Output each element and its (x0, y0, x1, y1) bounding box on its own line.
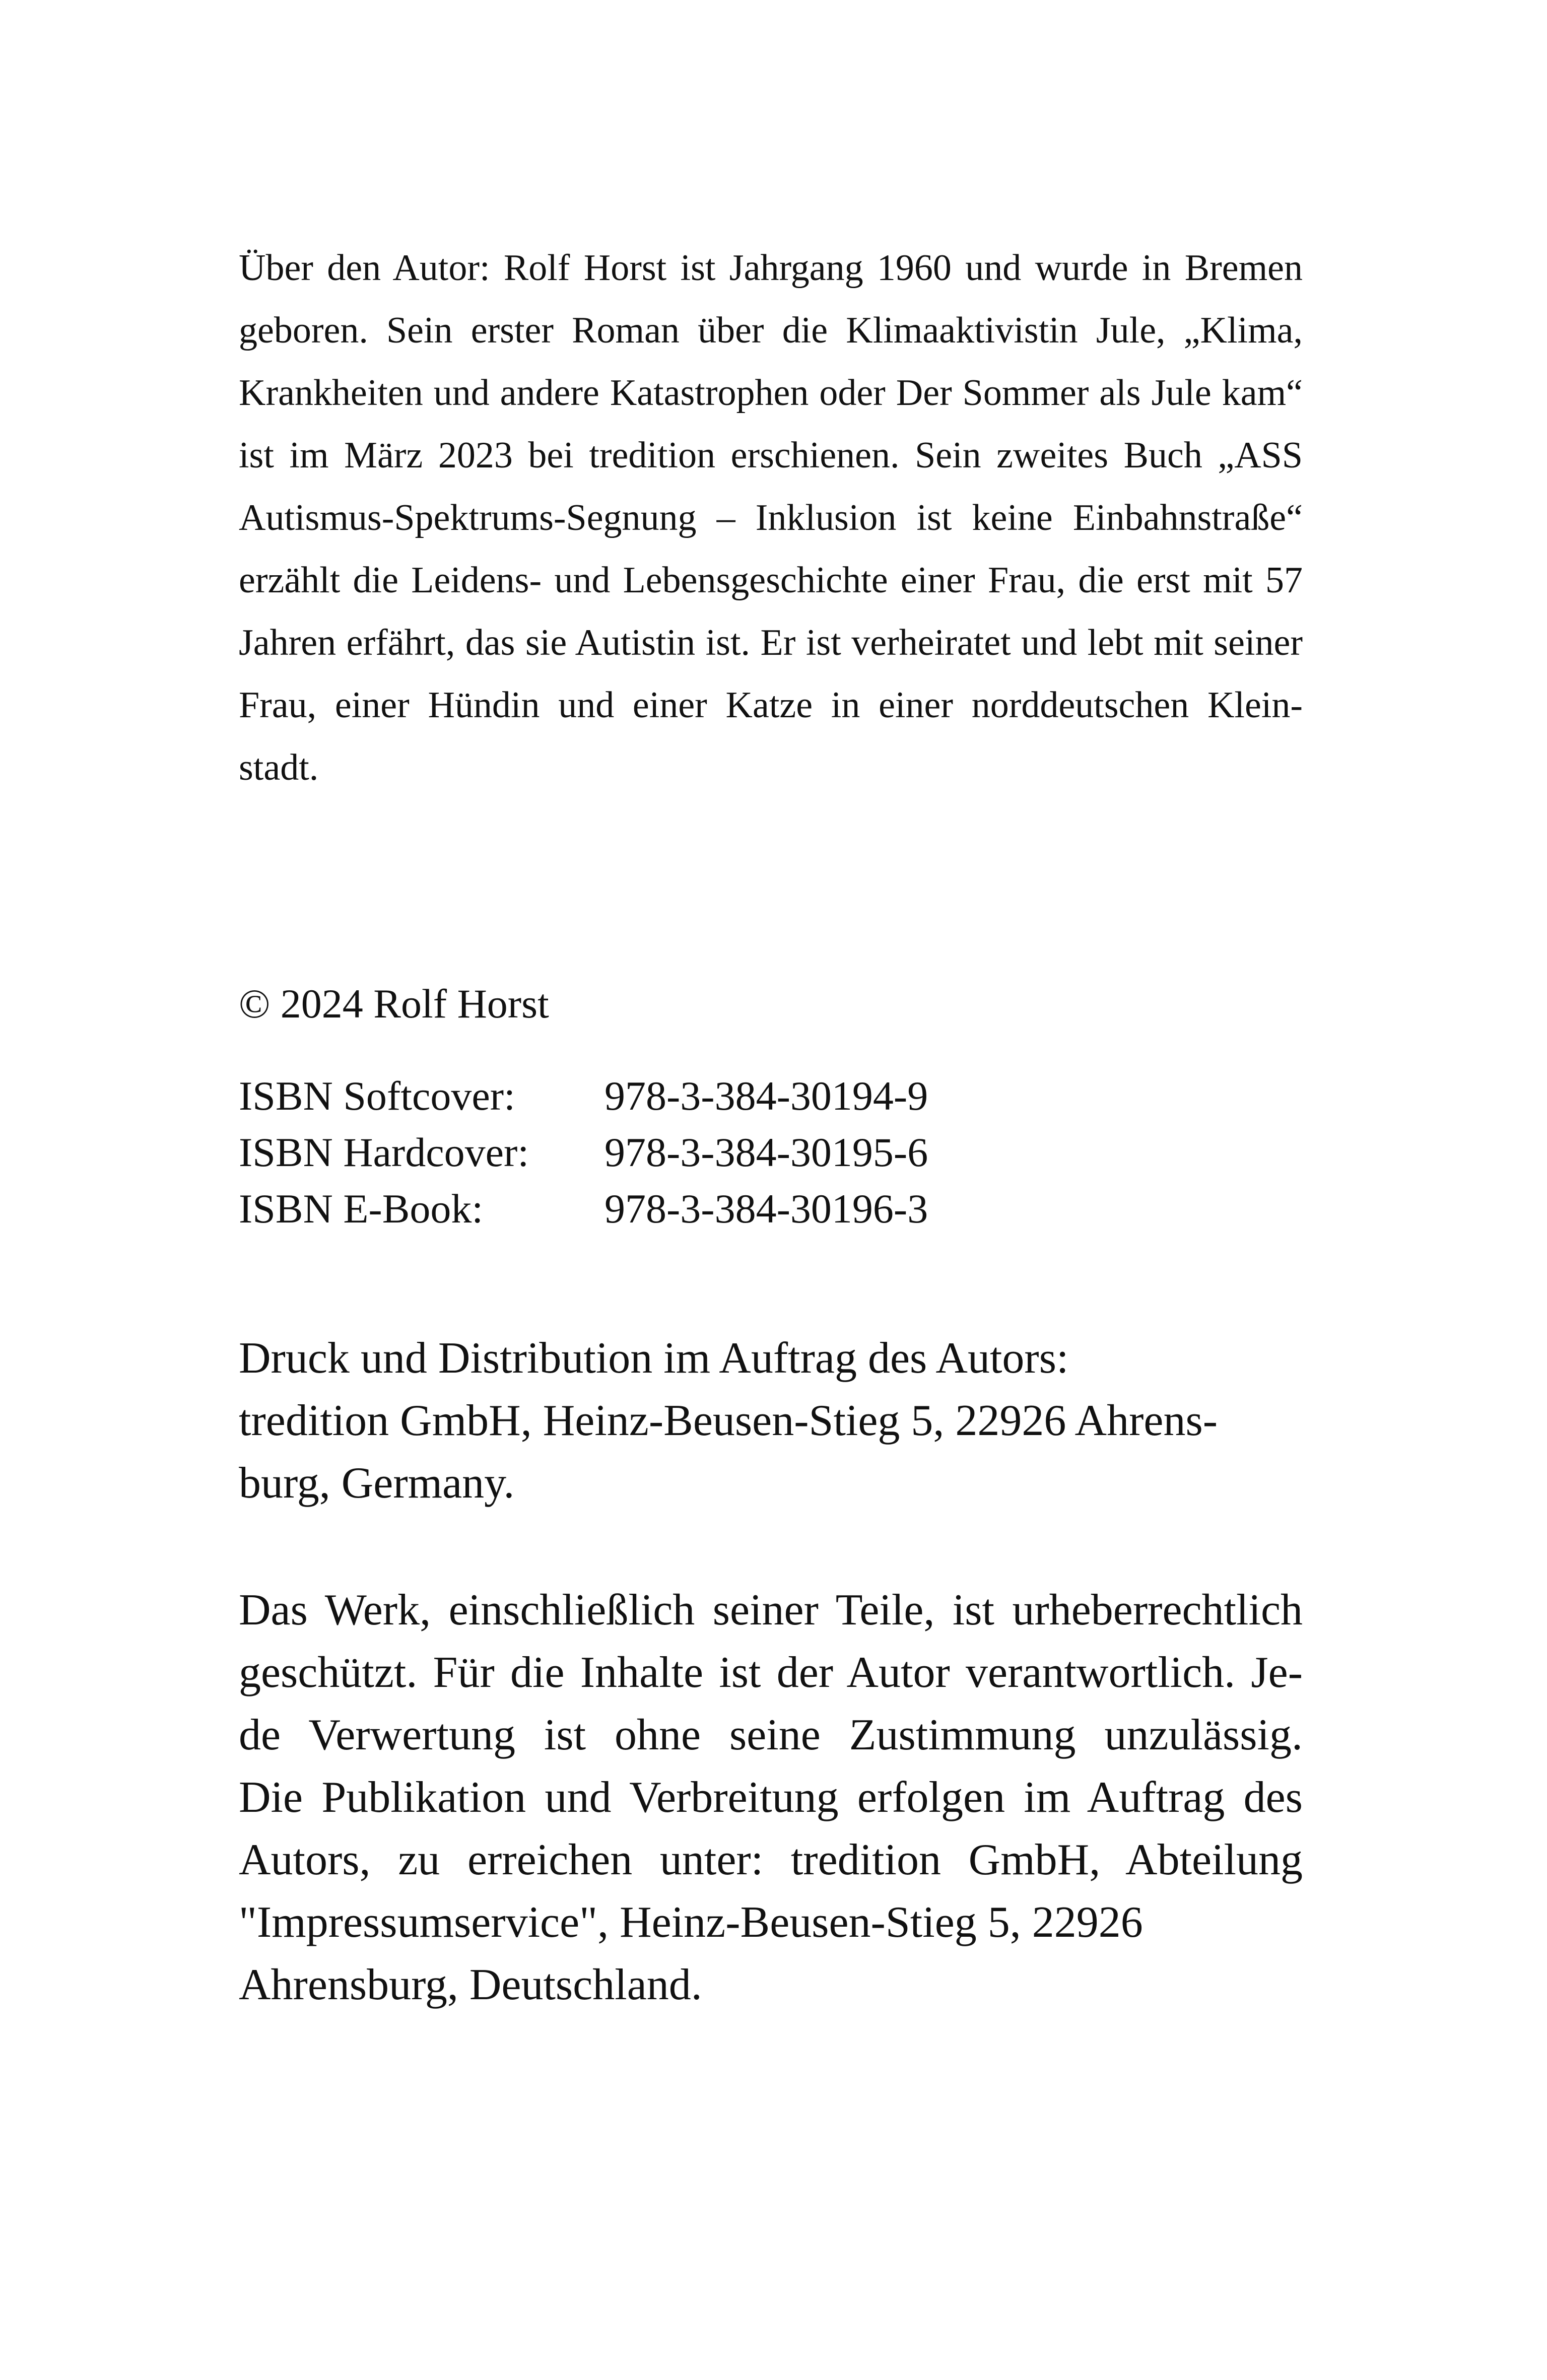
isbn-value: 978-3-384-30194-9 (604, 1073, 928, 1119)
about-author-paragraph (239, 237, 1303, 799)
isbn-row-softcover (239, 1068, 928, 1124)
legal-line: Autors, zu erreichen unter: tredition GmbH, Abteilung (239, 1835, 1303, 1884)
isbn-list (239, 1068, 928, 1237)
distribution-notice (239, 1327, 1303, 1515)
isbn-label: ISBN Softcover: (239, 1073, 515, 1119)
about-line: geboren. Sein erster Roman über die Klimaaktivistin Jule, „Klima, (239, 310, 1303, 351)
about-line: ist im März 2023 bei tredition erschienen. Sein zweites Buch „ASS (239, 435, 1303, 476)
about-line: erzählt die Leidens- und Lebensgeschichte einer Frau, die erst mit 57 (239, 560, 1303, 601)
isbn-row-ebook (239, 1181, 928, 1237)
legal-notice (239, 1579, 1303, 2016)
about-line: Frau, einer Hündin und einer Katze in einer norddeutschen Klein- (239, 685, 1303, 726)
legal-line: Ahrensburg, Deutschland. (239, 1960, 702, 2009)
about-line: Krankheiten und andere Katastrophen oder Der Sommer als Jule kam“ (239, 372, 1303, 414)
distribution-line: burg, Germany. (239, 1459, 515, 1508)
isbn-label: ISBN E-Book: (239, 1186, 484, 1232)
about-line: stadt. (239, 747, 319, 788)
legal-line: Das Werk, einschließlich seiner Teile, ist urheberrechtlich (239, 1586, 1303, 1635)
legal-line: "Impressumservice", Heinz-Beusen-Stieg 5, 22926 (239, 1898, 1143, 1947)
copyright-notice: © 2024 Rolf Horst (239, 981, 549, 1027)
about-line: Autismus-Spektrums-Segnung – Inklusion ist keine Einbahnstraße“ (239, 497, 1303, 538)
isbn-value: 978-3-384-30195-6 (604, 1129, 928, 1175)
about-line: Jahren erfährt, das sie Autistin ist. Er ist verheiratet und lebt mit seiner (239, 622, 1303, 663)
legal-line: Die Publikation und Verbreitung erfolgen im Auftrag des (239, 1773, 1303, 1822)
isbn-row-hardcover (239, 1124, 928, 1181)
isbn-label: ISBN Hardcover: (239, 1129, 529, 1175)
isbn-value: 978-3-384-30196-3 (604, 1186, 928, 1232)
legal-line: de Verwertung ist ohne seine Zustimmung unzulässig. (239, 1711, 1303, 1759)
distribution-line: Druck und Distribution im Auftrag des Autors: (239, 1334, 1069, 1383)
about-line: Über den Autor: Rolf Horst ist Jahrgang 1960 und wurde in Bremen (239, 247, 1303, 289)
distribution-line: tredition GmbH, Heinz-Beusen-Stieg 5, 22926 Ahrens- (239, 1396, 1218, 1445)
legal-line: geschützt. Für die Inhalte ist der Autor verantwortlich. Je- (239, 1648, 1303, 1697)
